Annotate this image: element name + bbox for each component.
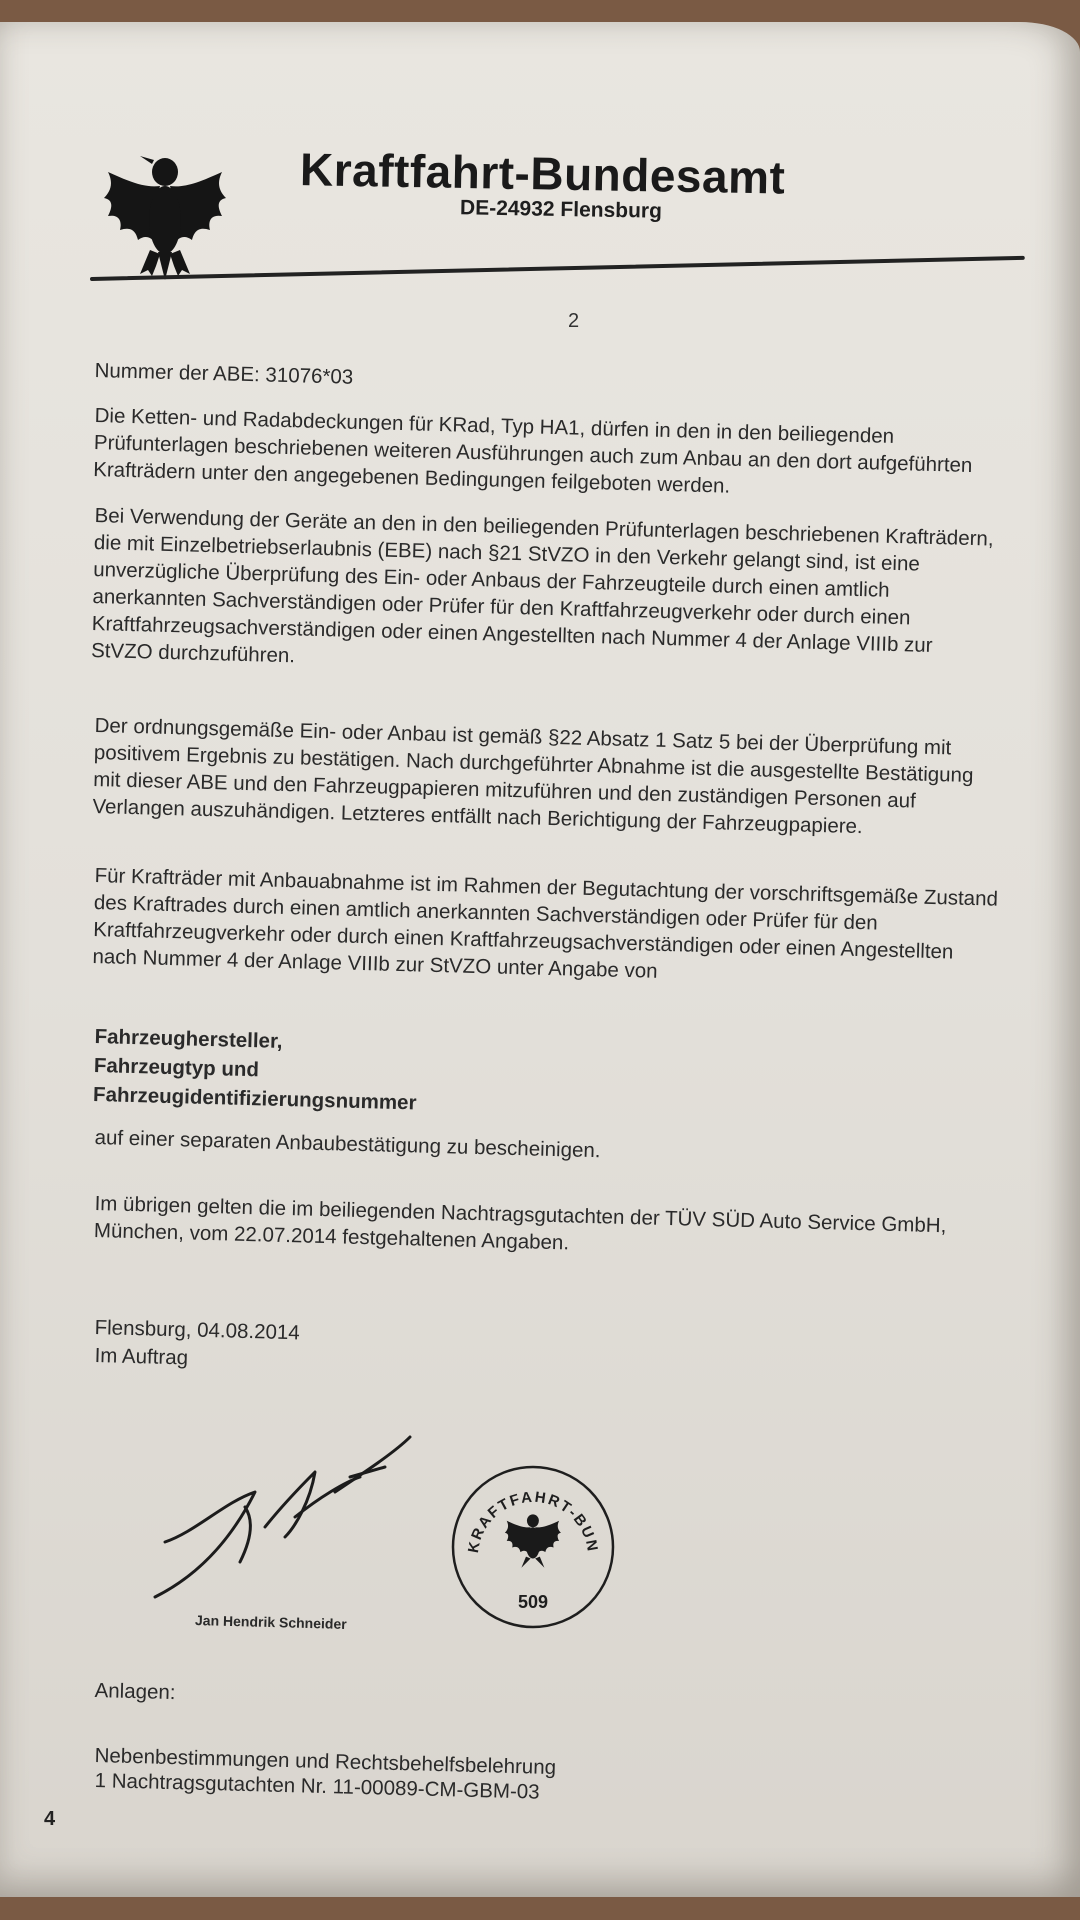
document-sheet	[0, 22, 1080, 1897]
signature-icon	[145, 1432, 445, 1602]
paragraph-tuev: Im übrigen gelten die im beiliegenden Nachtragsgutachten der TÜV SÜD Auto Service GmbH, München, vom 22.07.2014 festgehaltenen Angaben.	[93, 1191, 947, 1255]
seal-icon	[448, 1462, 618, 1632]
list-item: Fahrzeugtyp und	[93, 1053, 260, 1082]
corner-page-number: 4	[44, 1808, 56, 1830]
official-seal	[448, 1462, 618, 1632]
list-item: Fahrzeugidentifizierungsnummer	[92, 1082, 417, 1115]
signer-name: Jan Hendrik Schneider	[194, 1612, 347, 1632]
attachment-item: 1 Nachtragsgutachten Nr. 11-00089-CM-GBM-03	[94, 1768, 540, 1804]
paragraph-2: Bei Verwendung der Geräte an den in den beiliegenden Prüfunterlagen beschriebenen Krafträdern, die mit Einzelbetriebserlaubnis (EBE) nach §21 StVZO in den Verkehr gelangt sind, ist eine unverzügliche Überprüfung des Ein- oder Anbaus der Fahrzeugteile durch einen amtlich anerkannten Sachverständigen oder Prüfer für den Kraftfahrzeugverkehr oder durch einen Kraftfahrzeugsachverständigen oder einen Angestellten nach Nummer 4 der Anlage VIIIb zur StVZO durchzuführen.	[90, 503, 994, 668]
vehicle-details-list	[93, 1022, 1000, 1133]
list-item: Fahrzeughersteller,	[94, 1024, 283, 1053]
on-behalf: Im Auftrag	[94, 1343, 189, 1370]
place-date: Flensburg, 04.08.2014	[94, 1315, 301, 1345]
attachments-heading: Anlagen:	[94, 1678, 176, 1705]
page-number: 2	[568, 310, 580, 332]
eagle-icon	[100, 142, 230, 282]
seal-number: 509	[517, 1592, 549, 1612]
paragraph-1: Die Ketten- und Radabdeckungen für KRad, Typ HA1, dürfen in den in den beiliegenden Prüfunterlagen beschriebenen weiteren Ausführungen auch zum Anbau an den dort aufgeführten Krafträdern unter den angegebenen Bedingungen feilgeboten werden.	[92, 403, 973, 498]
seal-ring-text: KRAFTFAHRT-BUN	[464, 1488, 602, 1555]
authority-title: Kraftfahrt-Bundesamt	[299, 143, 786, 204]
abe-number: Nummer der ABE: 31076*03	[94, 358, 354, 389]
header-rule	[90, 256, 1025, 281]
attachment-item: Nebenbestimmungen und Rechtsbehelfsbelehrung	[94, 1743, 557, 1780]
paragraph-4: Für Krafträder mit Anbauabnahme ist im Rahmen der Begutachtung der vorschriftsgemäße Zustand des Kraftrades durch einen amtlich anerkannten Sachverständigen oder Prüfer für den Kraftfahrzeugverkehr oder durch einen Kraftfahrzeugsachverständigen oder einen Angestellten nach Nummer 4 der Anlage VIIIb zur StVZO unter Angabe von	[92, 863, 999, 983]
paragraph-3: Der ordnungsgemäße Ein- oder Anbau ist gemäß §22 Absatz 1 Satz 5 bei der Überprüfung mit positivem Ergebnis zu bestätigen. Nach durchgeführter Abnahme ist die ausgestellte Bestätigung mit dieser ABE und den Fahrzeugpapieren mitzuführen und den zuständigen Personen auf Verlangen auszuhändigen. Letzteres entfällt nach Berichtigung der Fahrzeugpapiere.	[92, 713, 974, 839]
handwritten-signature	[145, 1432, 445, 1602]
federal-eagle-logo	[100, 142, 230, 282]
paragraph-separate-confirmation: auf einer separaten Anbaubestätigung zu bescheinigen.	[94, 1125, 601, 1163]
authority-address: DE-24932 Flensburg	[459, 196, 663, 223]
